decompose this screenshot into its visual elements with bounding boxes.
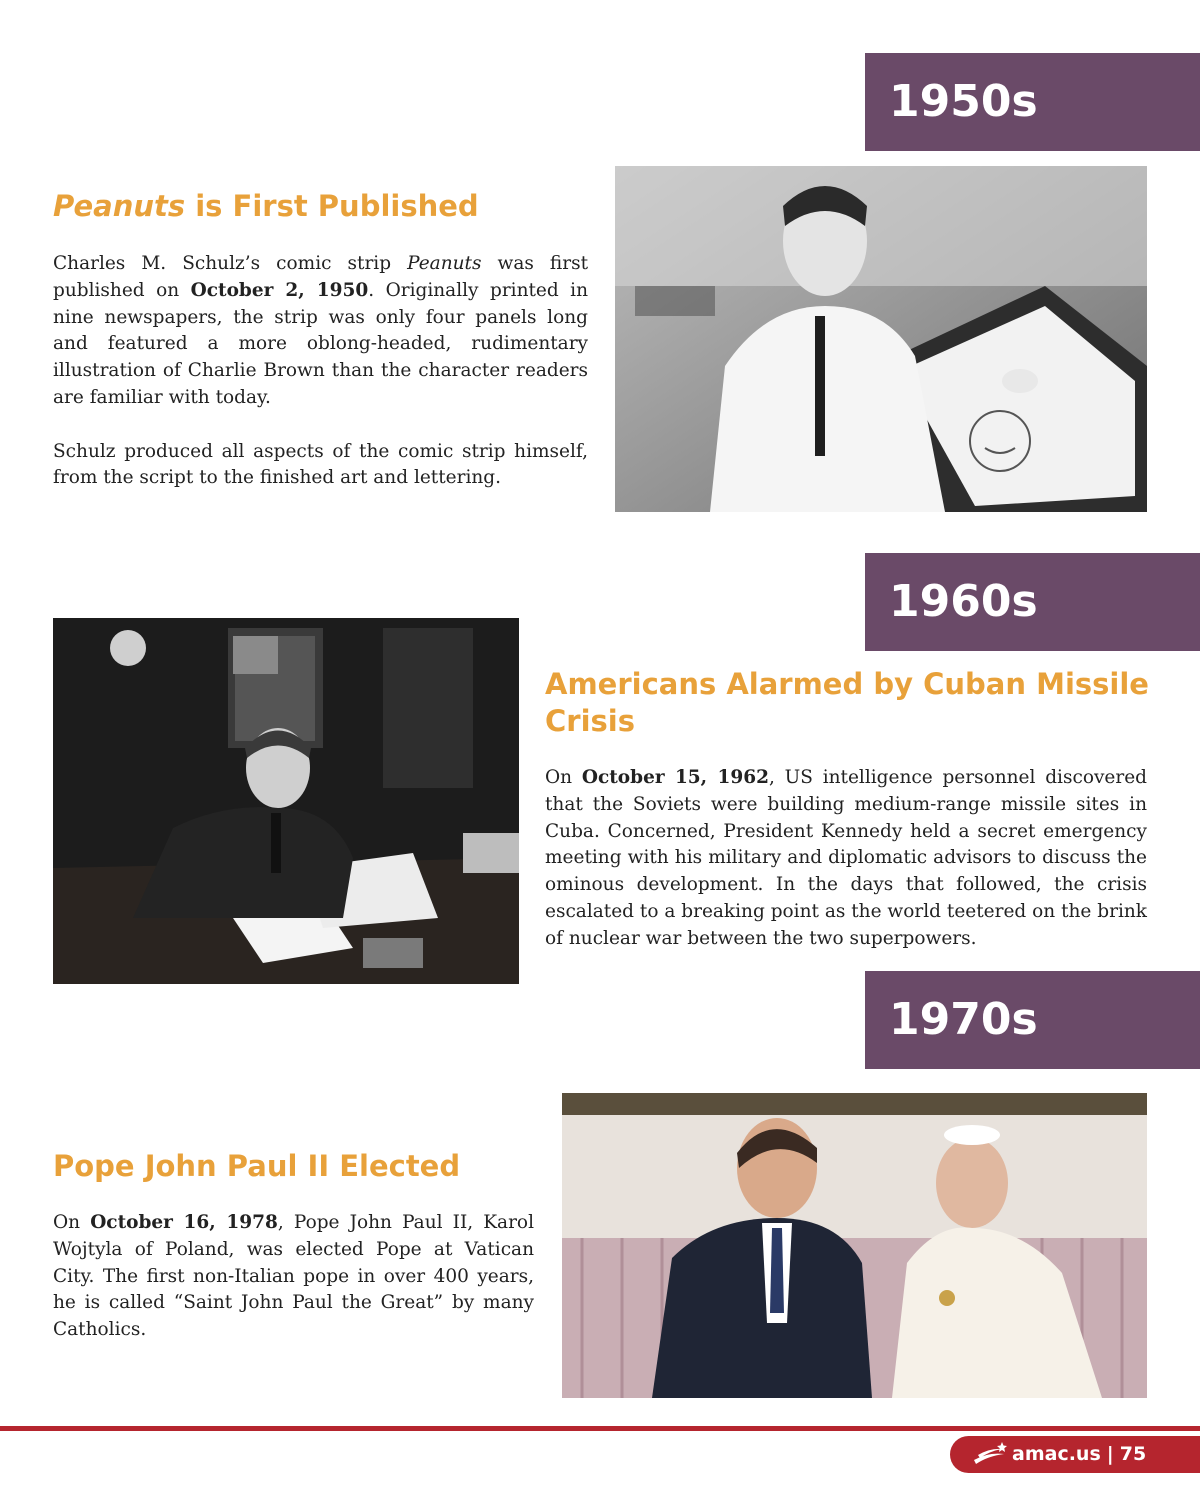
text-run: was first published on — [53, 253, 589, 301]
section-body-peanuts — [53, 251, 588, 519]
section-heading-pope-elected: Pope John Paul II Elected — [53, 1149, 461, 1183]
decade-tab-1960s — [865, 553, 1200, 651]
decade-label: 1960s — [889, 576, 1038, 627]
section-body-pope-elected — [53, 1210, 534, 1371]
italic-run: Peanuts — [407, 253, 482, 274]
paragraph — [53, 251, 588, 412]
heading-italic: Peanuts — [53, 189, 186, 223]
paragraph — [53, 1210, 534, 1344]
text-run: On — [53, 1212, 91, 1233]
decade-tab-1950s — [865, 53, 1200, 151]
text-run: , US intelligence personnel discovered that the Soviets were building medium-range missile sites in Cuba. Concerned, President Kennedy held a secret emergency meeting with his military and diplomatic advisors to discuss the ominous development. In the days that followed, the crisis escalated to a breaking point as the world teetered on the brink of nuclear war between the two superpowers. — [545, 767, 1147, 949]
date-highlight: October 2, 1950 — [190, 279, 369, 301]
decade-label: 1950s — [889, 76, 1038, 127]
text-run: , Pope John Paul II, Karol Wojtyla of Poland, was elected Pope at Vatican City. The first non-Italian pope in over 400 years, he is called “Saint John Paul the Great” by many Catholics. — [53, 1212, 534, 1341]
text-run: On — [545, 767, 582, 788]
text-run: Charles M. Schulz’s comic strip — [53, 253, 408, 274]
date-highlight: October 16, 1978 — [90, 1212, 278, 1233]
footer-tab — [950, 1436, 1200, 1473]
paragraph — [545, 765, 1147, 953]
section-body-cuban-missile-crisis — [545, 765, 1147, 979]
date-highlight: October 15, 1962 — [581, 767, 769, 788]
schulz-drawing-photo — [615, 166, 1147, 512]
paragraph: Schulz produced all aspects of the comic strip himself, from the script to the finished art and lettering. — [53, 440, 588, 489]
page-number: 75 — [1119, 1443, 1147, 1465]
footer-site: amac.us — [1012, 1443, 1101, 1465]
decade-tab-1970s — [865, 971, 1200, 1069]
section-heading-peanuts — [53, 188, 479, 225]
text-run: . Originally printed in nine newspapers, the strip was only four panels long and featured a more oblong-headed, rudimentary illustration of Charlie Brown than the character readers are familiar with today. — [53, 279, 589, 408]
reagan-pope-photo — [562, 1093, 1147, 1398]
decade-label: 1970s — [889, 994, 1038, 1045]
footer-separator: | — [1106, 1443, 1114, 1465]
heading-rest: is First Published — [185, 189, 479, 223]
section-heading-cuban-missile-crisis: Americans Alarmed by Cuban Missile Crisis — [545, 667, 1149, 738]
footer-divider — [0, 1426, 1200, 1431]
amac-logo-icon — [972, 1442, 1008, 1466]
kennedy-signing-photo — [53, 618, 519, 984]
